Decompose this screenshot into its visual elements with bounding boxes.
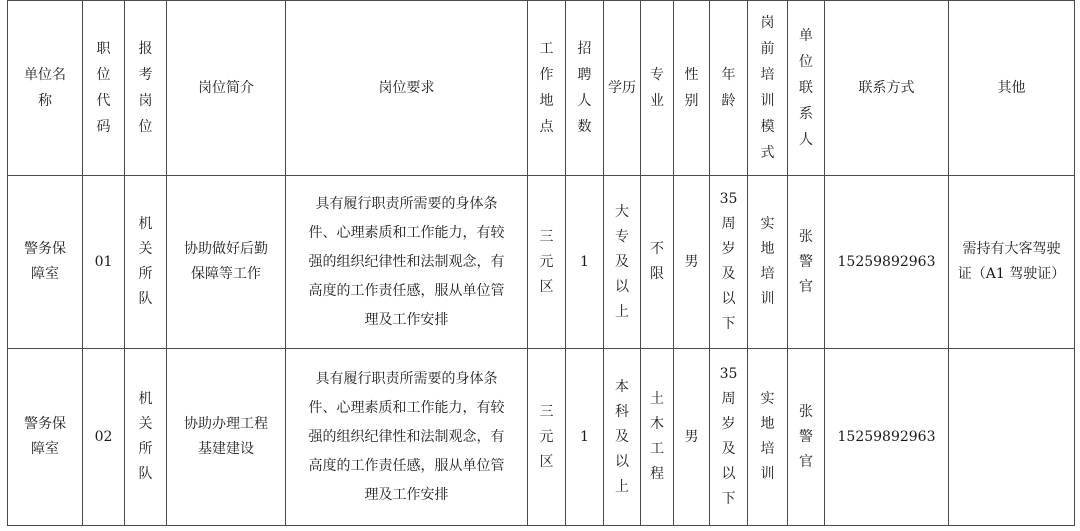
- table-row: [8, 349, 1075, 526]
- cell-other: 需持有大客驾驶 证（A1 驾驶证）: [949, 176, 1075, 349]
- header-other: 其他: [949, 1, 1075, 176]
- header-intro: 岗位简介: [167, 1, 286, 176]
- cell-location: 三 元 区: [528, 349, 566, 526]
- cell-requirements: 具有履行职责所需要的身体条 件、心理素质和工作能力，有较 强的组织纪律性和法制观念，有 高度的工作责任感，服从单位管 理及工作安排: [286, 349, 528, 526]
- header-training: 岗 前 培 训 模 式: [748, 1, 788, 176]
- cell-count: 1: [566, 349, 604, 526]
- header-code: 职 位 代 码: [83, 1, 125, 176]
- header-row: [8, 1, 1075, 176]
- cell-age: 35 周 岁 及 以 下: [710, 349, 748, 526]
- cell-location: 三 元 区: [528, 176, 566, 349]
- cell-gender: 男: [674, 349, 710, 526]
- header-phone: 联系方式: [825, 1, 949, 176]
- header-contact-person: 单 位 联 系 人: [788, 1, 825, 176]
- cell-training: 实 地 培 训: [748, 176, 788, 349]
- cell-education: 大 专 及 以 上: [604, 176, 641, 349]
- cell-code: 01: [83, 176, 125, 349]
- cell-major: 不 限: [641, 176, 674, 349]
- header-education: 学历: [604, 1, 641, 176]
- header-age: 年 龄: [710, 1, 748, 176]
- header-requirements: 岗位要求: [286, 1, 528, 176]
- cell-unit: 警务保 障室: [8, 349, 83, 526]
- header-location: 工 作 地 点: [528, 1, 566, 176]
- cell-intro: 协助办理工程 基建建设: [167, 349, 286, 526]
- table-row: [8, 176, 1075, 349]
- cell-other: [949, 349, 1075, 526]
- header-major: 专业: [641, 1, 674, 176]
- cell-age: 35 周 岁 及 以 下: [710, 176, 748, 349]
- header-count: 招 聘 人 数: [566, 1, 604, 176]
- cell-position: 机 关 所 队: [125, 349, 167, 526]
- cell-phone: 15259892963: [825, 349, 949, 526]
- recruitment-table: [7, 0, 1075, 526]
- cell-requirements: 具有履行职责所需要的身体条 件、心理素质和工作能力，有较 强的组织纪律性和法制观念，有 高度的工作责任感，服从单位管 理及工作安排: [286, 176, 528, 349]
- cell-contact-person: 张 警 官: [788, 176, 825, 349]
- cell-intro: 协助做好后勤 保障等工作: [167, 176, 286, 349]
- cell-gender: 男: [674, 176, 710, 349]
- cell-unit: 警务保 障室: [8, 176, 83, 349]
- cell-training: 实 地 培 训: [748, 349, 788, 526]
- cell-education: 本 科 及 以 上: [604, 349, 641, 526]
- header-gender: 性 别: [674, 1, 710, 176]
- cell-count: 1: [566, 176, 604, 349]
- cell-code: 02: [83, 349, 125, 526]
- cell-phone: 15259892963: [825, 176, 949, 349]
- cell-contact-person: 张 警 官: [788, 349, 825, 526]
- header-position: 报 考 岗 位: [125, 1, 167, 176]
- header-unit: 单位名 称: [8, 1, 83, 176]
- cell-major: 土 木 工 程: [641, 349, 674, 526]
- cell-position: 机 关 所 队: [125, 176, 167, 349]
